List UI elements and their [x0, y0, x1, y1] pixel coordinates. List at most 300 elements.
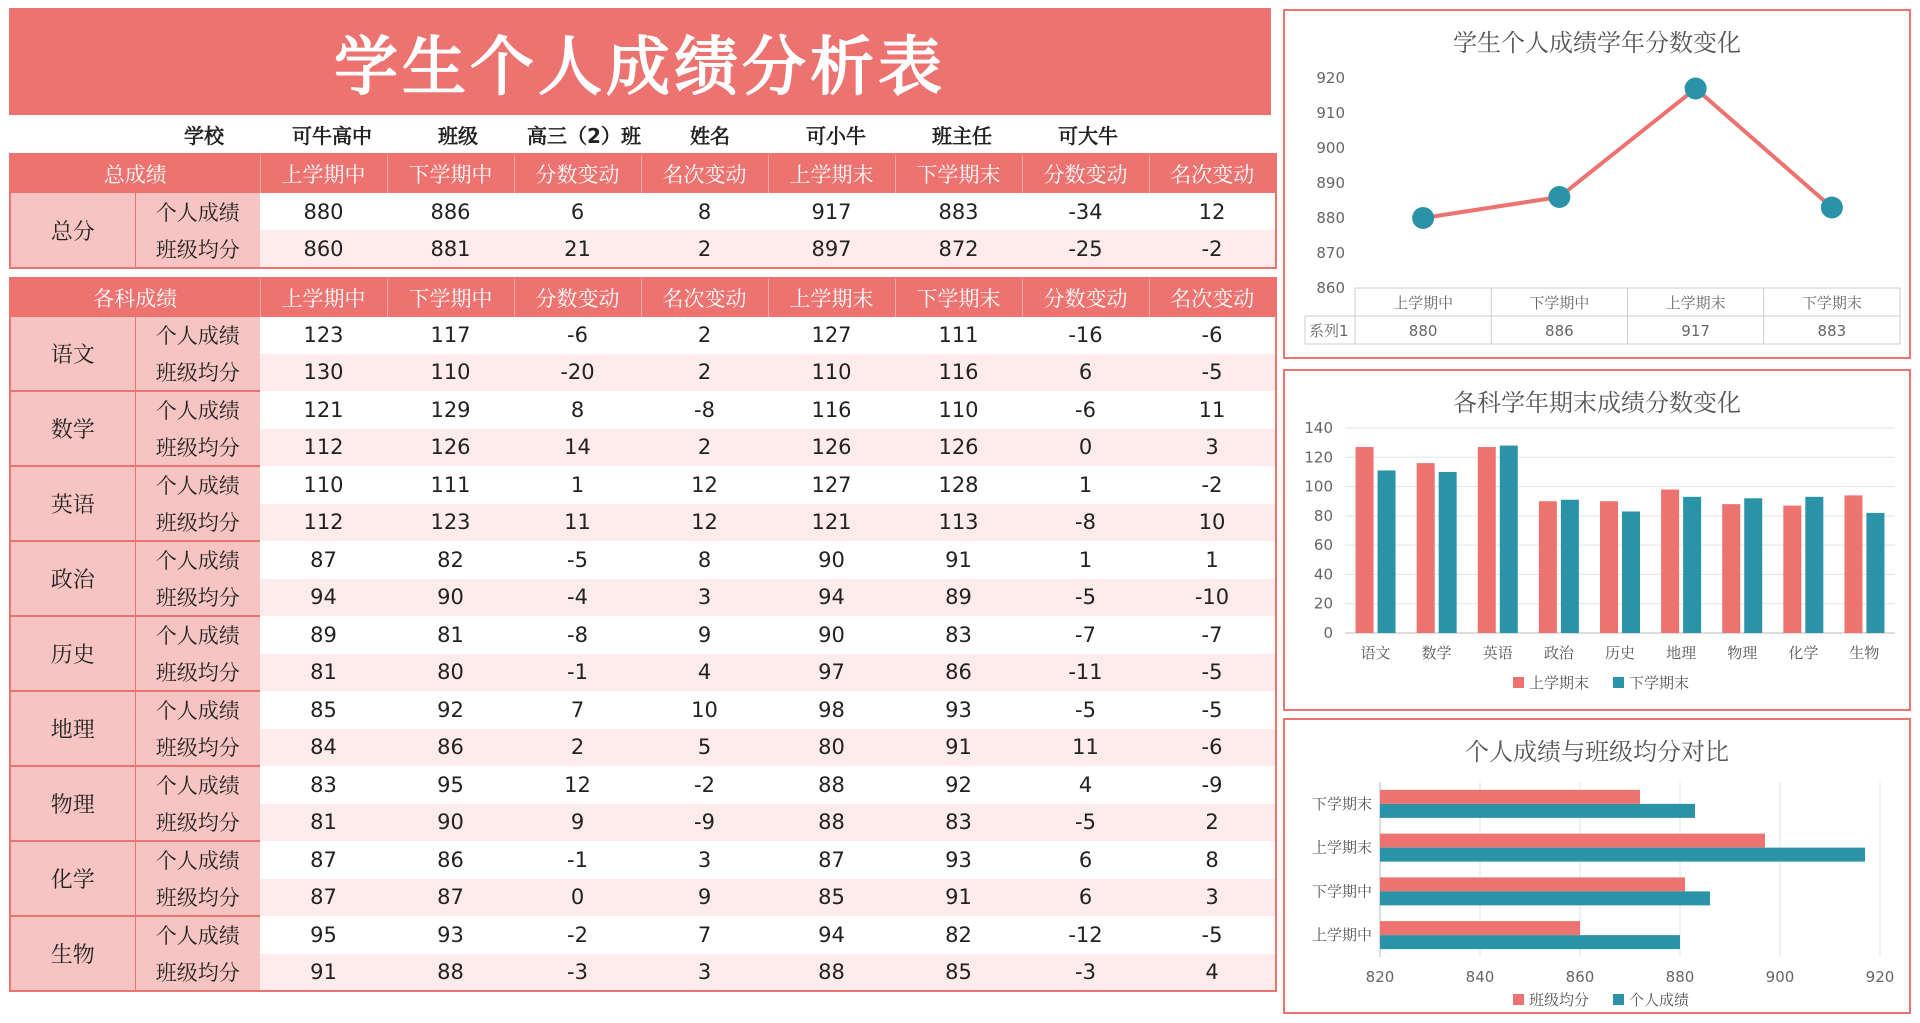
x-category-label: 上学期末 — [1665, 294, 1726, 312]
bar — [1600, 501, 1618, 633]
x-tick-label: 900 — [1765, 968, 1795, 986]
value-cell: 9 — [641, 879, 768, 917]
bar — [1622, 511, 1640, 633]
value-cell: 95 — [260, 916, 387, 954]
value-cell: 1 — [1022, 466, 1149, 504]
y-tick-label: 860 — [1316, 279, 1345, 297]
value-cell: -5 — [1149, 654, 1276, 692]
y-category-label: 下学期末 — [1311, 794, 1372, 813]
value-cell: -5 — [1149, 354, 1276, 392]
value-cell: -6 — [1149, 317, 1276, 354]
bar-chart-title: 各科学年期末成绩分数变化 — [1453, 389, 1741, 417]
value-cell: 110 — [768, 354, 895, 392]
name-label: 姓名 — [690, 123, 730, 148]
x-category-label: 语文 — [1360, 644, 1391, 662]
value-cell: 87 — [260, 841, 387, 879]
teacher-value: 可大牛 — [1058, 123, 1118, 148]
value-cell: -11 — [1022, 654, 1149, 692]
value-cell: -3 — [514, 954, 641, 992]
row-kind-label: 班级均分 — [135, 579, 260, 617]
table-row — [10, 654, 1276, 692]
header-cell: 分数变动 — [514, 278, 641, 317]
header-cell: 分数变动 — [1022, 278, 1149, 317]
value-cell: 94 — [768, 916, 895, 954]
value-cell: -1 — [514, 841, 641, 879]
value-cell: 88 — [768, 804, 895, 842]
value-cell: 880 — [260, 193, 387, 230]
value-cell: 9 — [514, 804, 641, 842]
row-kind-label: 个人成绩 — [135, 691, 260, 729]
value-cell: 87 — [260, 541, 387, 579]
row-kind-label: 班级均分 — [135, 354, 260, 392]
table-row — [10, 466, 1276, 504]
legend-label: 班级均分 — [1529, 991, 1590, 1009]
row-kind-label: 班级均分 — [135, 954, 260, 992]
value-cell: 129 — [387, 391, 514, 429]
value-cell: 93 — [895, 841, 1022, 879]
table-row — [10, 916, 1276, 954]
value-cell: -1 — [514, 654, 641, 692]
data-table-value: 883 — [1817, 322, 1847, 340]
hbar-chart-panel — [1283, 718, 1911, 1014]
value-cell: 121 — [768, 504, 895, 542]
bar — [1380, 877, 1685, 891]
value-cell: 872 — [895, 230, 1022, 268]
x-category-label: 化学 — [1788, 644, 1819, 662]
row-kind-label: 班级均分 — [135, 504, 260, 542]
line-chart-panel — [1283, 9, 1911, 359]
subject-label: 总分 — [10, 193, 135, 268]
y-tick-label: 880 — [1316, 209, 1345, 227]
y-category-label: 上学期中 — [1311, 926, 1372, 945]
value-cell: -6 — [1149, 729, 1276, 767]
value-cell: 110 — [895, 391, 1022, 429]
value-cell: 2 — [641, 317, 768, 354]
value-cell: 3 — [641, 841, 768, 879]
value-cell: 86 — [387, 841, 514, 879]
value-cell: 21 — [514, 230, 641, 268]
value-cell: 81 — [260, 804, 387, 842]
value-cell: 89 — [895, 579, 1022, 617]
data-table-value: 886 — [1545, 322, 1574, 340]
value-cell: 91 — [895, 541, 1022, 579]
value-cell: 9 — [641, 616, 768, 654]
value-cell: 87 — [768, 841, 895, 879]
value-cell: 12 — [641, 504, 768, 542]
value-cell: -10 — [1149, 579, 1276, 617]
row-kind-label: 班级均分 — [135, 804, 260, 842]
value-cell: 111 — [895, 317, 1022, 354]
value-cell: 85 — [895, 954, 1022, 992]
value-cell: 92 — [895, 766, 1022, 804]
value-cell: 10 — [1149, 504, 1276, 542]
subject-label: 化学 — [10, 841, 135, 916]
header-cell: 名次变动 — [1149, 154, 1276, 193]
value-cell: 82 — [895, 916, 1022, 954]
value-cell: 86 — [387, 729, 514, 767]
row-kind-label: 班级均分 — [135, 654, 260, 692]
value-cell: 0 — [1022, 429, 1149, 467]
value-cell: 1 — [514, 466, 641, 504]
row-kind-label: 班级均分 — [135, 429, 260, 467]
bar-chart-panel — [1283, 369, 1911, 711]
table-row — [10, 841, 1276, 879]
line-chart-title: 学生个人成绩学年分数变化 — [1453, 29, 1741, 57]
header-cell: 上学期中 — [260, 278, 387, 317]
x-category-label: 上学期中 — [1393, 294, 1454, 312]
header-cell: 分数变动 — [514, 154, 641, 193]
bar — [1783, 506, 1801, 633]
value-cell: 110 — [387, 354, 514, 392]
table-row — [10, 766, 1276, 804]
bar — [1356, 447, 1374, 633]
value-cell: 110 — [260, 466, 387, 504]
value-cell: -7 — [1022, 616, 1149, 654]
legend-label: 下学期末 — [1629, 674, 1690, 692]
x-tick-label: 880 — [1665, 968, 1695, 986]
value-cell: -2 — [641, 766, 768, 804]
value-cell: 92 — [387, 691, 514, 729]
value-cell: 6 — [1022, 879, 1149, 917]
table-row — [10, 879, 1276, 917]
value-cell: -7 — [1149, 616, 1276, 654]
data-point — [1412, 207, 1434, 229]
value-cell: 2 — [641, 429, 768, 467]
value-cell: 1 — [1022, 541, 1149, 579]
value-cell: 14 — [514, 429, 641, 467]
value-cell: 1 — [1149, 541, 1276, 579]
row-kind-label: 个人成绩 — [135, 616, 260, 654]
header-cell: 各科成绩 — [10, 278, 260, 317]
x-tick-label: 860 — [1565, 968, 1595, 986]
table-row — [10, 954, 1276, 992]
value-cell: 90 — [768, 616, 895, 654]
x-category-label: 历史 — [1604, 644, 1636, 662]
header-cell: 下学期末 — [895, 154, 1022, 193]
value-cell: -2 — [1149, 230, 1276, 268]
value-cell: 2 — [1149, 804, 1276, 842]
value-cell: 123 — [260, 317, 387, 354]
y-tick-label: 890 — [1316, 174, 1345, 192]
value-cell: -6 — [514, 317, 641, 354]
value-cell: 93 — [387, 916, 514, 954]
bar — [1722, 504, 1740, 633]
row-kind-label: 班级均分 — [135, 729, 260, 767]
school-value: 可牛高中 — [292, 123, 372, 148]
value-cell: 80 — [387, 654, 514, 692]
value-cell: 11 — [1149, 391, 1276, 429]
bar — [1417, 463, 1435, 633]
data-table-value: 917 — [1681, 322, 1710, 340]
table-row — [10, 541, 1276, 579]
value-cell: 87 — [387, 879, 514, 917]
value-cell: 112 — [260, 504, 387, 542]
bar — [1378, 470, 1396, 633]
value-cell: -8 — [1022, 504, 1149, 542]
y-tick-label: 100 — [1304, 477, 1333, 496]
value-cell: 4 — [641, 654, 768, 692]
value-cell: 126 — [768, 429, 895, 467]
header-cell: 下学期中 — [387, 154, 514, 193]
x-category-label: 政治 — [1543, 644, 1574, 662]
value-cell: 12 — [514, 766, 641, 804]
y-tick-label: 80 — [1313, 506, 1333, 525]
value-cell: 84 — [260, 729, 387, 767]
value-cell: 90 — [768, 541, 895, 579]
value-cell: -5 — [514, 541, 641, 579]
legend-swatch — [1513, 994, 1524, 1005]
value-cell: 8 — [641, 193, 768, 230]
header-cell: 名次变动 — [1149, 278, 1276, 317]
value-cell: -8 — [514, 616, 641, 654]
row-kind-label: 个人成绩 — [135, 193, 260, 230]
value-cell: 130 — [260, 354, 387, 392]
value-cell: 91 — [895, 729, 1022, 767]
value-cell: 117 — [387, 317, 514, 354]
value-cell: -20 — [514, 354, 641, 392]
value-cell: 11 — [1022, 729, 1149, 767]
subject-label: 物理 — [10, 766, 135, 841]
value-cell: 82 — [387, 541, 514, 579]
y-tick-label: 60 — [1313, 536, 1333, 555]
table-row — [10, 354, 1276, 392]
value-cell: 88 — [387, 954, 514, 992]
bar — [1500, 446, 1518, 633]
value-cell: 83 — [260, 766, 387, 804]
value-cell: 88 — [768, 954, 895, 992]
bar — [1380, 790, 1640, 804]
value-cell: 88 — [768, 766, 895, 804]
value-cell: 94 — [260, 579, 387, 617]
value-cell: 12 — [1149, 193, 1276, 230]
subject-label: 地理 — [10, 691, 135, 766]
value-cell: 6 — [1022, 841, 1149, 879]
value-cell: -5 — [1149, 691, 1276, 729]
class-value: 高三（2）班 — [527, 123, 641, 148]
value-cell: 883 — [895, 193, 1022, 230]
value-cell: 127 — [768, 317, 895, 354]
x-category-label: 英语 — [1482, 644, 1513, 662]
value-cell: -3 — [1022, 954, 1149, 992]
y-tick-label: 20 — [1313, 594, 1333, 613]
table-row — [10, 804, 1276, 842]
bar — [1539, 501, 1557, 633]
bar — [1866, 513, 1884, 633]
value-cell: 85 — [768, 879, 895, 917]
data-table-value: 880 — [1408, 322, 1438, 340]
y-tick-label: 910 — [1316, 104, 1345, 122]
value-cell: 2 — [514, 729, 641, 767]
legend-label: 个人成绩 — [1629, 991, 1690, 1009]
value-cell: 6 — [514, 193, 641, 230]
x-category-label: 物理 — [1727, 644, 1758, 662]
value-cell: -12 — [1022, 916, 1149, 954]
value-cell: 86 — [895, 654, 1022, 692]
value-cell: 10 — [641, 691, 768, 729]
y-tick-label: 120 — [1304, 448, 1333, 467]
header-cell: 下学期中 — [387, 278, 514, 317]
y-tick-label: 0 — [1323, 624, 1333, 642]
value-cell: -6 — [1022, 391, 1149, 429]
row-kind-label: 个人成绩 — [135, 391, 260, 429]
value-cell: 3 — [641, 579, 768, 617]
value-cell: 121 — [260, 391, 387, 429]
value-cell: 95 — [387, 766, 514, 804]
row-kind-label: 班级均分 — [135, 879, 260, 917]
table-row — [10, 230, 1276, 268]
table-row — [10, 616, 1276, 654]
table-row — [10, 504, 1276, 542]
bar — [1380, 834, 1765, 848]
name-value: 可小牛 — [806, 123, 866, 148]
score-sheet — [9, 8, 1271, 992]
table-row — [10, 579, 1276, 617]
value-cell: 881 — [387, 230, 514, 268]
value-cell: 90 — [387, 804, 514, 842]
value-cell: 8 — [641, 541, 768, 579]
value-cell: 5 — [641, 729, 768, 767]
class-label: 班级 — [438, 123, 478, 148]
value-cell: 83 — [895, 616, 1022, 654]
value-cell: -5 — [1022, 579, 1149, 617]
value-cell: 87 — [260, 879, 387, 917]
value-cell: 81 — [260, 654, 387, 692]
value-cell: -2 — [1149, 466, 1276, 504]
bar-chart — [1285, 418, 1909, 708]
hbar-chart-title: 个人成绩与班级均分对比 — [1465, 738, 1729, 766]
x-tick-label: 820 — [1365, 968, 1395, 986]
header-cell: 上学期末 — [768, 154, 895, 193]
row-kind-label: 个人成绩 — [135, 317, 260, 354]
value-cell: 123 — [387, 504, 514, 542]
legend-swatch — [1613, 677, 1624, 688]
header-cell: 下学期末 — [895, 278, 1022, 317]
y-category-label: 上学期末 — [1311, 838, 1372, 857]
school-label: 学校 — [184, 123, 224, 148]
value-cell: 7 — [514, 691, 641, 729]
value-cell: -8 — [641, 391, 768, 429]
subject-label: 生物 — [10, 916, 135, 991]
value-cell: 886 — [387, 193, 514, 230]
value-cell: 91 — [895, 879, 1022, 917]
bar — [1380, 891, 1710, 905]
value-cell: 8 — [1149, 841, 1276, 879]
value-cell: -9 — [1149, 766, 1276, 804]
x-tick-label: 920 — [1865, 968, 1895, 986]
page-title: 学生个人成绩分析表 — [9, 8, 1271, 115]
bar — [1661, 490, 1679, 634]
table-row — [10, 429, 1276, 467]
subject-label: 政治 — [10, 541, 135, 616]
series-name: 系列1 — [1309, 322, 1349, 340]
row-kind-label: 个人成绩 — [135, 841, 260, 879]
value-cell: 126 — [387, 429, 514, 467]
value-cell: 2 — [641, 230, 768, 268]
row-kind-label: 个人成绩 — [135, 766, 260, 804]
subject-label: 数学 — [10, 391, 135, 466]
subject-label: 英语 — [10, 466, 135, 541]
bar — [1561, 500, 1579, 633]
bar — [1844, 495, 1862, 633]
value-cell: 93 — [895, 691, 1022, 729]
x-category-label: 数学 — [1421, 644, 1452, 662]
value-cell: 85 — [260, 691, 387, 729]
y-tick-label: 920 — [1316, 69, 1345, 87]
value-cell: -4 — [514, 579, 641, 617]
value-cell: 860 — [260, 230, 387, 268]
value-cell: 12 — [641, 466, 768, 504]
value-cell: 11 — [514, 504, 641, 542]
table-row — [10, 391, 1276, 429]
bar — [1380, 935, 1680, 949]
teacher-label: 班主任 — [932, 123, 992, 148]
y-tick-label: 870 — [1316, 244, 1345, 262]
hbar-chart — [1285, 767, 1909, 1017]
subject-label: 语文 — [10, 317, 135, 391]
value-cell: 80 — [768, 729, 895, 767]
header-cell: 名次变动 — [641, 154, 768, 193]
table-row — [10, 317, 1276, 354]
value-cell: 98 — [768, 691, 895, 729]
info-row — [9, 115, 1271, 153]
row-kind-label: 班级均分 — [135, 230, 260, 268]
value-cell: 97 — [768, 654, 895, 692]
y-tick-label: 900 — [1316, 139, 1345, 157]
bar — [1380, 921, 1580, 935]
legend-swatch — [1613, 994, 1624, 1005]
value-cell: 126 — [895, 429, 1022, 467]
bar — [1439, 472, 1457, 633]
legend-label: 上学期末 — [1529, 674, 1590, 692]
bar — [1805, 497, 1823, 633]
header-cell: 名次变动 — [641, 278, 768, 317]
bar — [1744, 498, 1762, 633]
value-cell: 3 — [1149, 879, 1276, 917]
value-cell: 116 — [768, 391, 895, 429]
line-chart — [1285, 58, 1909, 358]
value-cell: 90 — [387, 579, 514, 617]
x-tick-label: 840 — [1465, 968, 1495, 986]
x-category-label: 下学期中 — [1529, 294, 1590, 312]
value-cell: 4 — [1149, 954, 1276, 992]
value-cell: 127 — [768, 466, 895, 504]
value-cell: 8 — [514, 391, 641, 429]
bar — [1683, 497, 1701, 633]
data-point — [1821, 197, 1843, 219]
bar — [1478, 447, 1496, 633]
value-cell: 917 — [768, 193, 895, 230]
header-cell: 上学期中 — [260, 154, 387, 193]
value-cell: 3 — [1149, 429, 1276, 467]
series-line — [1423, 89, 1832, 219]
value-cell: -2 — [514, 916, 641, 954]
value-cell: 113 — [895, 504, 1022, 542]
value-cell: 2 — [641, 354, 768, 392]
y-tick-label: 40 — [1313, 565, 1333, 584]
y-tick-label: 140 — [1304, 419, 1333, 437]
value-cell: 4 — [1022, 766, 1149, 804]
bar — [1380, 804, 1695, 818]
table-row — [10, 729, 1276, 767]
value-cell: 81 — [387, 616, 514, 654]
value-cell: -16 — [1022, 317, 1149, 354]
value-cell: 128 — [895, 466, 1022, 504]
y-category-label: 下学期中 — [1311, 882, 1372, 901]
value-cell: 89 — [260, 616, 387, 654]
value-cell: 83 — [895, 804, 1022, 842]
value-cell: 897 — [768, 230, 895, 268]
table-row — [10, 691, 1276, 729]
